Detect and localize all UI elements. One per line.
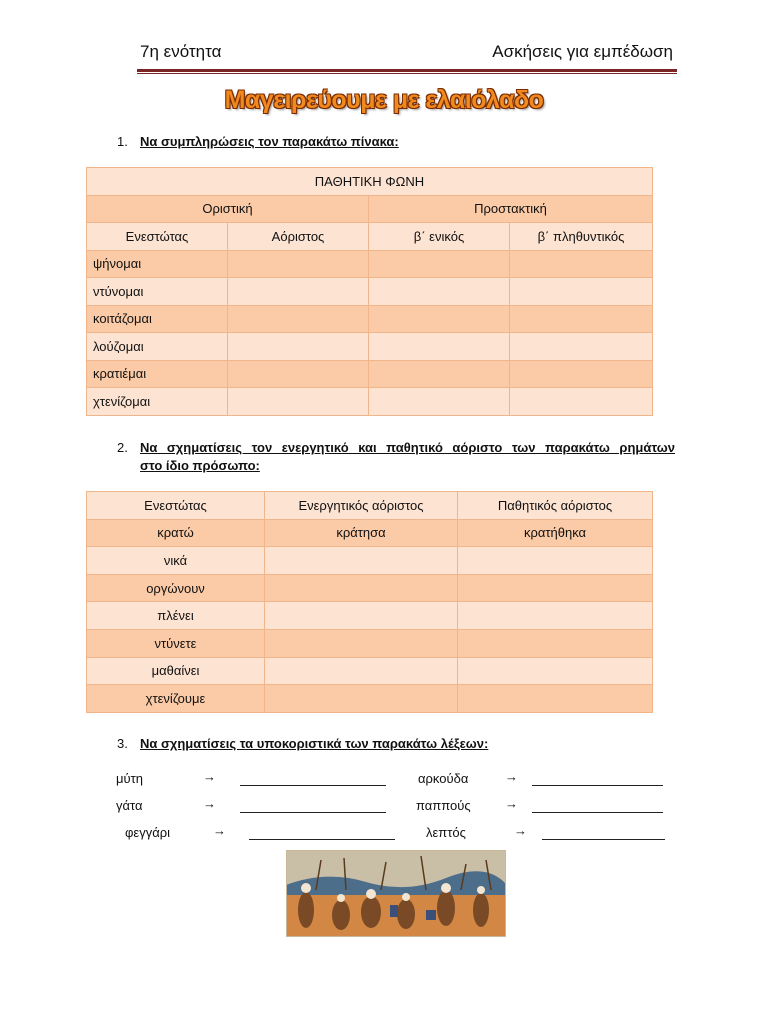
answer-line[interactable] — [532, 785, 663, 786]
answer-cell[interactable] — [369, 278, 510, 306]
answer-cell[interactable] — [458, 547, 653, 575]
answer-cell[interactable] — [369, 360, 510, 388]
answer-cell[interactable] — [265, 574, 458, 602]
table-row — [87, 519, 653, 547]
answer-cell[interactable] — [458, 657, 653, 685]
answer-cell[interactable] — [228, 250, 369, 278]
col-present: Ενεστώτας — [87, 223, 228, 251]
word-leptos: λεπτός — [426, 825, 466, 840]
arrow-icon: → — [203, 796, 216, 811]
exercise-3-heading — [117, 736, 677, 754]
header-rule-thin — [137, 73, 677, 74]
exercise-1-instruction: Να συμπληρώσεις τον παρακάτω πίνακα: — [140, 134, 399, 149]
answer-cell[interactable] — [228, 305, 369, 333]
answer-cell[interactable] — [228, 278, 369, 306]
col-second-singular: β΄ ενικός — [369, 223, 510, 251]
answer-cell[interactable] — [510, 388, 653, 416]
row-verb: ντύνομαι — [87, 278, 228, 306]
row-verb: χτενίζουμε — [87, 685, 265, 713]
answer-cell[interactable] — [510, 305, 653, 333]
answer-cell[interactable] — [369, 333, 510, 361]
answer-cell[interactable] — [265, 629, 458, 657]
row-verb: οργώνουν — [87, 574, 265, 602]
table-row — [87, 602, 653, 630]
answer-cell[interactable] — [458, 629, 653, 657]
table-row — [87, 388, 653, 416]
answer-cell[interactable] — [265, 685, 458, 713]
section-label: Ασκήσεις για εμπέδωση — [492, 42, 673, 61]
answer-line[interactable] — [240, 812, 386, 813]
exercise-2-number: 2. — [117, 440, 128, 455]
answer-cell[interactable] — [265, 657, 458, 685]
answer-cell[interactable] — [369, 305, 510, 333]
col-passive-aorist: Παθητικός αόριστος — [458, 492, 653, 520]
row-verb: κρατιέμαι — [87, 360, 228, 388]
answer-line[interactable] — [542, 839, 665, 840]
row-verb: χτενίζομαι — [87, 388, 228, 416]
exercise-2-instruction-line1: Να σχηματίσεις τον ενεργητικό και παθητικό αόριστο των παρακάτω ρημάτων — [140, 440, 675, 455]
example-active: κράτησα — [265, 519, 458, 547]
word-myti: μύτη — [116, 771, 143, 786]
table-row — [87, 360, 653, 388]
answer-line[interactable] — [240, 785, 386, 786]
arrow-icon: → — [213, 823, 226, 838]
answer-cell[interactable] — [265, 602, 458, 630]
arrow-icon: → — [505, 769, 518, 784]
header-rule — [137, 69, 677, 72]
page-title: Μαγειρεύουμε με ελαιόλαδο — [224, 86, 544, 114]
arrow-icon: → — [505, 796, 518, 811]
answer-cell[interactable] — [228, 388, 369, 416]
arrow-icon: → — [203, 769, 216, 784]
arrow-icon: → — [514, 823, 527, 838]
word-feggari: φεγγάρι — [125, 825, 171, 840]
exercise-2-heading — [117, 440, 677, 476]
row-verb: μαθαίνει — [87, 657, 265, 685]
col-active-aorist: Ενεργητικός αόριστος — [265, 492, 458, 520]
exercise-3-number: 3. — [117, 736, 128, 751]
table-row — [87, 250, 653, 278]
table-title: ΠΑΘΗΤΙΚΗ ΦΩΝΗ — [87, 168, 653, 196]
table-row — [87, 574, 653, 602]
row-verb: ψήνομαι — [87, 250, 228, 278]
group-indicative: Οριστική — [87, 195, 369, 223]
table-row — [87, 685, 653, 713]
group-imperative: Προστακτική — [369, 195, 653, 223]
word-gata: γάτα — [116, 798, 143, 813]
answer-cell[interactable] — [510, 360, 653, 388]
example-passive: κρατήθηκα — [458, 519, 653, 547]
answer-cell[interactable] — [369, 388, 510, 416]
answer-cell[interactable] — [458, 574, 653, 602]
harvest-painting-image — [286, 850, 506, 937]
example-present: κρατώ — [87, 519, 265, 547]
col-second-plural: β΄ πληθυντικός — [510, 223, 653, 251]
answer-cell[interactable] — [458, 685, 653, 713]
table-row — [87, 278, 653, 306]
table-row — [87, 333, 653, 361]
answer-cell[interactable] — [510, 333, 653, 361]
table-row — [87, 547, 653, 575]
exercise-3-instruction: Να σχηματίσεις τα υποκοριστικά των παρακάτω λέξεων: — [140, 736, 489, 751]
passive-voice-table — [86, 167, 653, 416]
answer-line[interactable] — [249, 839, 395, 840]
row-verb: λούζομαι — [87, 333, 228, 361]
row-verb: πλένει — [87, 602, 265, 630]
answer-cell[interactable] — [228, 360, 369, 388]
word-arkouda: αρκούδα — [418, 771, 469, 786]
table-row — [87, 657, 653, 685]
answer-cell[interactable] — [510, 278, 653, 306]
row-verb: κοιτάζομαι — [87, 305, 228, 333]
table-row — [87, 629, 653, 657]
answer-cell[interactable] — [265, 547, 458, 575]
answer-cell[interactable] — [228, 333, 369, 361]
answer-cell[interactable] — [369, 250, 510, 278]
answer-cell[interactable] — [458, 602, 653, 630]
word-pappous: παππούς — [416, 798, 471, 813]
aorist-table — [86, 491, 653, 713]
col-aorist: Αόριστος — [228, 223, 369, 251]
answer-cell[interactable] — [510, 250, 653, 278]
col-present: Ενεστώτας — [87, 492, 265, 520]
table-row — [87, 305, 653, 333]
exercise-1-heading — [117, 134, 677, 152]
page-header — [140, 42, 677, 66]
unit-label: 7η ενότητα — [140, 42, 222, 61]
answer-line[interactable] — [532, 812, 663, 813]
row-verb: ντύνετε — [87, 629, 265, 657]
row-verb: νικά — [87, 547, 265, 575]
exercise-1-number: 1. — [117, 134, 128, 149]
exercise-2-instruction-line2: στο ίδιο πρόσωπο: — [140, 458, 260, 473]
